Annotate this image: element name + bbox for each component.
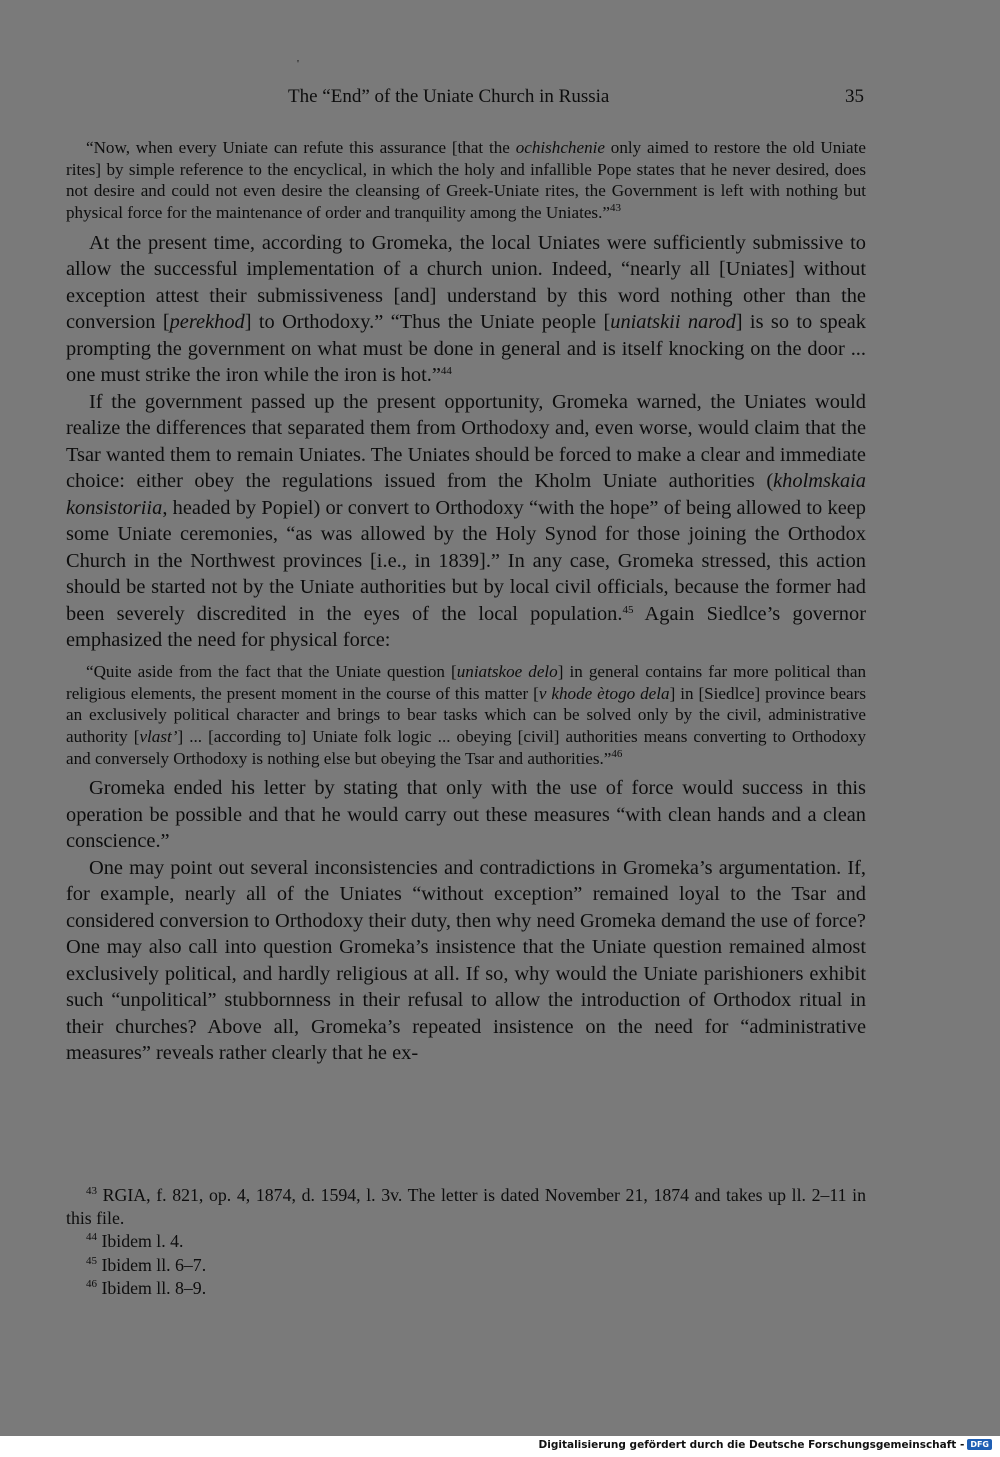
quote1-text: only aimed to restore the old Uniate rites] by simple reference to the encyclical, in which the holy and infallible Pope states that he never desired, does not desire and could not even desire the cleansing of Greek-Uniate rites, the Government is left with nothing but physical force for the maintenance of order and tranquility among the Uniates.” <box>66 138 866 223</box>
p3-text: Gromeka ended his letter by stating that only with the use of force would success in this operation be possible and that he would carry out these measures “with clean hands and a clean conscience.” <box>66 777 866 853</box>
running-header <box>66 86 866 110</box>
paragraph-4 <box>66 855 866 1067</box>
quote2-italic: vlast’ <box>139 726 178 746</box>
p1-text: At the present time, according to Gromeka, the local Uniates were sufficiently submissive to allow the successful implementation of a church union. Indeed, “nearly all [Uniates] without exception attest their submissiveness [and] understand by this word nothing other than the conversion [ <box>66 231 866 334</box>
footnote-number: 44 <box>86 1231 97 1244</box>
quote2-text: ] ... [according to] Uniate folk logic ... obeying [civil] authorities means converting to Orthodoxy and conversely Orthodoxy is nothing else but obeying the Tsar and authorities.” <box>66 726 866 768</box>
footnote-46 <box>66 1277 866 1300</box>
footnote-text: Ibidem ll. 8–9. <box>97 1277 207 1298</box>
p2-italic: kholmskaia konsistoriia <box>66 470 866 519</box>
dfg-logo-icon: DFG <box>967 1439 992 1450</box>
p1-italic: perekhod <box>169 311 245 334</box>
p1-text: ] is so to speak prompting the government on what must be done in general and is itself knocking on the door ... one must strike the iron while the iron is hot.” <box>66 311 867 387</box>
footnote-ref: 44 <box>440 365 452 378</box>
paragraph-3 <box>66 775 866 855</box>
footnote-text: RGIA, f. 821, op. 4, 1874, d. 1594, l. 3v. The letter is dated November 21, 1874 and takes up ll. 2–11 in this file. <box>66 1185 866 1229</box>
footnotes <box>66 1184 866 1300</box>
quote2-italic: v khode ètogo dela <box>538 683 670 703</box>
footnote-44 <box>66 1230 866 1253</box>
quote2-italic: uniatskoe delo <box>456 661 558 681</box>
quote2-text: “Quite aside from the fact that the Uniate question [ <box>86 661 457 681</box>
digitization-credit <box>539 1439 992 1451</box>
running-title: The “End” of the Uniate Church in Russia <box>288 86 610 107</box>
footnote-text: Ibidem ll. 6–7. <box>97 1254 207 1275</box>
quote2-text: ] in general contains far more political than religious elements, the present moment in the course of this matter [ <box>66 661 866 703</box>
credit-text: Digitalisierung gefördert durch die Deutsche Forschungsgemeinschaft - <box>538 1439 965 1451</box>
p2-text: Again Siedlce’s governor emphasized the need for physical force: <box>66 602 866 652</box>
footnote-43 <box>66 1184 866 1230</box>
footnote-number: 46 <box>86 1277 97 1290</box>
footnote-ref: 43 <box>609 202 621 215</box>
stray-mark: ' <box>297 58 299 70</box>
block-quote-2 <box>66 661 866 770</box>
quote2-text: ] in [Siedlce] province bears an exclusively political character and brings to bear tasks which can be solved only by the civil, administrative authority [ <box>66 683 866 746</box>
quote1-italic: ochishchenie <box>515 138 605 157</box>
body-text <box>66 137 866 1067</box>
footnote-ref: 45 <box>622 603 634 616</box>
p1-text: ] to Orthodoxy.” “Thus the Uniate people [ <box>244 311 611 334</box>
quote1-text: “Now, when every Uniate can refute this assurance [that the <box>86 138 516 157</box>
page-number: 35 <box>845 86 864 107</box>
block-quote-1 <box>66 137 866 224</box>
footnote-number: 43 <box>86 1185 97 1197</box>
paragraph-2 <box>66 389 866 654</box>
p1-italic: uniatskii narod <box>610 311 736 334</box>
footnote-45 <box>66 1254 866 1277</box>
p2-text: , headed by Popiel) or convert to Orthodoxy “with the hope” of being allowed to keep some Uniate ceremonies, “as was allowed by the Holy Synod for those joining the Orthodox Church in the Northwest provinces [i.e., in 1839].” In any case, Gromeka stressed, this action should be started not by the Uniate authorities but by local civil officials, because the former had been severely discredited in the eyes of the local population. <box>66 496 866 625</box>
footnote-ref: 46 <box>611 747 623 760</box>
p4-text: One may point out several inconsistencies and contradictions in Gromeka’s argumentation. If, for example, nearly all of the Uniates “without exception” remained loyal to the Tsar and considered conversion to Orthodoxy their duty, then why need Gromeka demand the use of force? One may also call into question Gromeka’s insistence that the Uniate question remained almost exclusively political, and hardly religious at all. If so, why would the Uniate parishioners exhibit such “unpolitical” stubbornness in their refusal to allow the introduction of Orthodox ritual in their churches? Above all, Gromeka’s repeated insistence on the need for “administrative measures” reveals rather clearly that he ex- <box>66 856 866 1065</box>
footnote-text: Ibidem l. 4. <box>97 1231 184 1252</box>
footnote-number: 45 <box>86 1254 97 1267</box>
p2-text: If the government passed up the present opportunity, Gromeka warned, the Uniates would realize the differences that separated them from Orthodoxy and, even worse, would claim that the Tsar wanted them to remain Uniates. The Uniates should be forced to make a clear and immediate choice: either obey the regulations issued from the Kholm Uniate authorities ( <box>66 390 866 493</box>
paragraph-1 <box>66 230 866 389</box>
